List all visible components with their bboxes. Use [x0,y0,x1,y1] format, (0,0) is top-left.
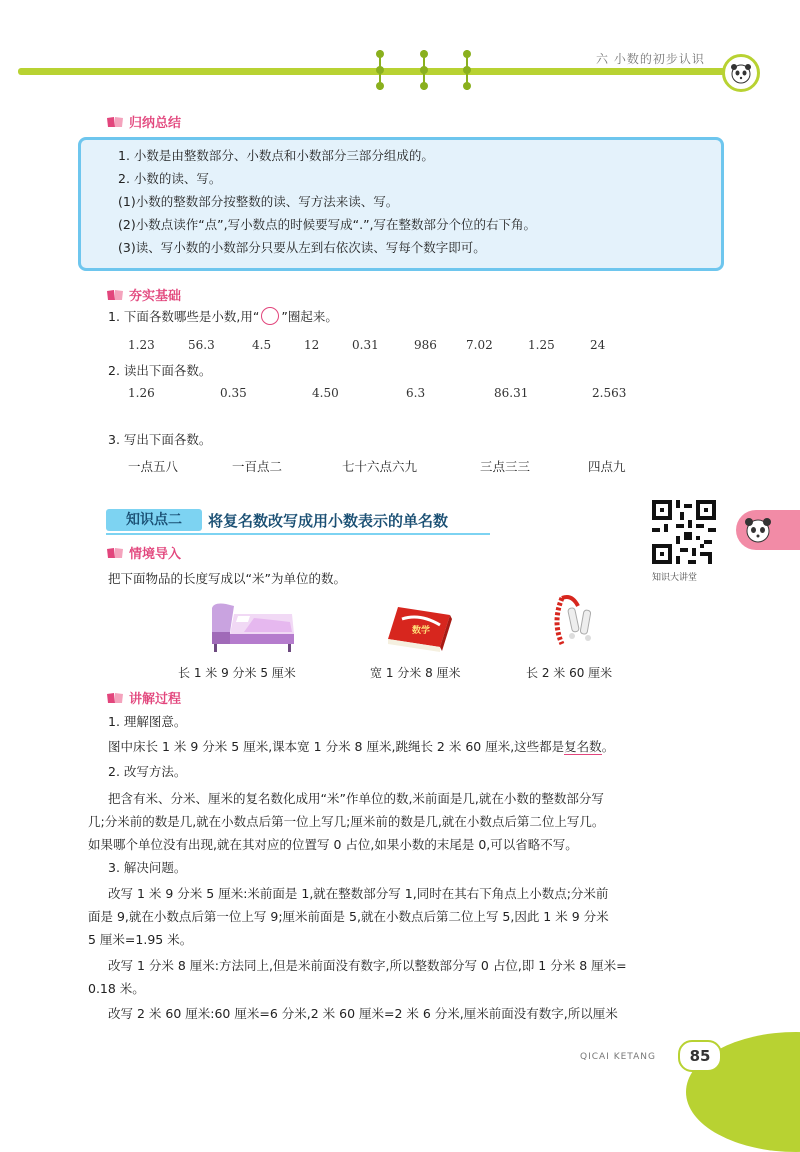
q1-number: 1.23 [128,338,155,352]
q1-number: 0.31 [352,338,379,352]
question-1: 1. 下面各数哪些是小数,用“ ”圈起来。 [108,309,338,324]
q1-number: 56.3 [188,338,215,352]
question-3: 3. 写出下面各数。 [108,432,212,447]
q3-word: 一点五八 [128,459,179,474]
explain-heading: 讲解过程 [106,688,181,707]
header-bar [18,68,730,75]
title-underline [106,533,490,535]
explain-line: 如果哪个单位没有出现,就在其对应的位置写 0 占位,如果小数的末尾是 0,可以省略不写。 [88,837,578,852]
intro-heading: 情境导入 [106,543,181,562]
qr-label: 知识大讲堂 [652,573,698,583]
q3-word: 三点三三 [480,459,531,474]
intro-text: 把下面物品的长度写成以“米”为单位的数。 [108,571,346,586]
question-2: 2. 读出下面各数。 [108,363,212,378]
footer-brand: QICAI KETANG [580,1052,656,1062]
panda-icon [738,510,778,550]
q2-number: 0.35 [220,386,247,400]
q2-number: 6.3 [406,386,426,400]
book-caption: 宽 1 分米 8 厘米 [370,666,461,680]
explain-line: 1. 理解图意。 [108,714,187,729]
summary-line: 1. 小数是由整数部分、小数点和小数部分三部分组成的。 [118,148,434,163]
knowledge-point-title: 将复名数改写成用小数表示的单名数 [208,512,449,530]
highlight-term: 复名数 [564,739,602,754]
explain-line: 几;分米前的数是几,就在小数点后第一位上写几;厘米前的数是几,就在小数点后第二位上写几。 [88,814,605,829]
q2-number: 4.50 [312,386,339,400]
explain-line: 把含有米、分米、厘米的复名数化成用“米”作单位的数,米前面是几,就在小数的整数部分写 [108,791,604,806]
q1-number: 12 [304,338,320,352]
summary-heading: 归纳总结 [106,112,181,131]
chapter-title: 六 小数的初步认识 [596,52,705,66]
jump-rope-icon [548,592,604,658]
side-tab [736,510,800,550]
explain-line: 改写 1 米 9 分米 5 厘米:米前面是 1,就在整数部分写 1,同时在其右下角点上小数点;分米前 [108,886,609,901]
book-icon [106,692,124,704]
q1-number: 7.02 [466,338,493,352]
book-icon [106,547,124,559]
book-icon [106,116,124,128]
explain-line: 5 厘米=1.95 米。 [88,932,193,947]
binder-pin [463,50,471,90]
knowledge-point-tag: 知识点二 [106,509,202,531]
q2-number: 86.31 [494,386,529,400]
explain-line: 改写 1 分米 8 厘米:方法同上,但是米前面没有数字,所以整数部分写 0 占位,即 1 分米 8 厘米= [108,958,627,973]
rope-caption: 长 2 米 60 厘米 [526,666,613,680]
book-icon [106,289,124,301]
page-number: 85 [678,1040,722,1072]
q3-word: 四点九 [588,459,626,474]
q1-number: 986 [414,338,437,352]
panda-badge-icon [722,54,760,92]
binder-pin [376,50,384,90]
summary-line: (2)小数点读作“点”,写小数点的时候要写成“.”,写在整数部分个位的右下角。 [118,217,537,232]
summary-line: (1)小数的整数部分按整数的读、写方法来读、写。 [118,194,399,209]
summary-line: (3)读、写小数的小数部分只要从左到右依次读、写每个数字即可。 [118,240,486,255]
q3-word: 七十六点六九 [342,459,418,474]
circle-mark-icon [261,307,279,325]
binder-pin [420,50,428,90]
q1-number: 1.25 [528,338,555,352]
summary-line: 2. 小数的读、写。 [118,171,222,186]
q2-number: 2.563 [592,386,627,400]
q1-number: 4.5 [252,338,272,352]
book-label: 数学 [412,626,431,636]
explain-line: 0.18 米。 [88,981,145,996]
q2-number: 1.26 [128,386,155,400]
q1-number: 24 [590,338,606,352]
explain-line: 3. 解决问题。 [108,860,187,875]
explain-line: 面是 9,就在小数点后第一位上写 9;厘米前面是 5,就在小数点后第二位上写 5,因此 1 米 9 分米 [88,909,609,924]
qr-code-icon[interactable] [652,500,716,564]
q3-word: 一百点二 [232,459,283,474]
basics-heading: 夯实基础 [106,285,181,304]
explain-line: 改写 2 米 60 厘米:60 厘米=6 分米,2 米 60 厘米=2 米 6 分米,厘米前面没有数字,所以厘米 [108,1006,618,1021]
bed-icon [204,600,298,654]
explain-line: 图中床长 1 米 9 分米 5 厘米,课本宽 1 分米 8 厘米,跳绳长 2 米 60 厘米,这些都是复名数。 [108,739,615,754]
textbook-icon [384,603,458,655]
bed-caption: 长 1 米 9 分米 5 厘米 [178,666,296,680]
explain-line: 2. 改写方法。 [108,764,187,779]
